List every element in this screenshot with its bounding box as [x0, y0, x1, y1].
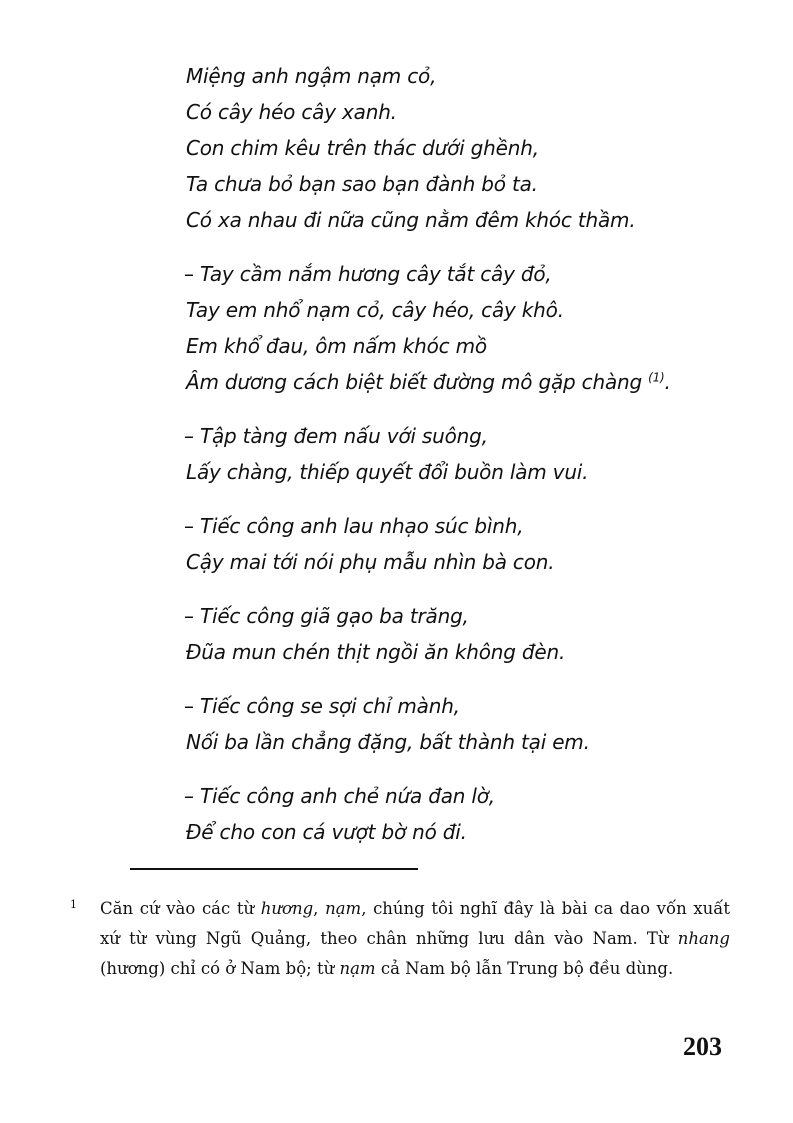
poem-line: – Tiếc công anh chẻ nứa đan lờ, — [184, 784, 495, 808]
poem-line: Nối ba lần chẳng đặng, bất thành tại em. — [186, 730, 590, 754]
poem-line-text: Âm dương cách biệt biết đường mô gặp chàng — [186, 370, 642, 394]
footnote-text-part: (hương) chỉ có ở Nam bộ; từ — [100, 959, 340, 978]
poem-line: Con chim kêu trên thác dưới ghềnh, — [186, 136, 539, 160]
poem-line: – Tiếc công anh lau nhạo súc bình, — [184, 514, 524, 538]
poem — [186, 58, 746, 868]
footnote-text-part: cả Nam bộ lẫn Trung bộ đều dùng. — [375, 959, 674, 978]
stanza — [186, 256, 746, 400]
footnote-term: hương — [260, 899, 314, 918]
poem-line: Lấy chàng, thiếp quyết đổi buồn làm vui. — [186, 460, 589, 484]
footnote-separator — [130, 868, 418, 870]
footnote-term: nhang — [677, 929, 730, 948]
footnote-term: nạm — [339, 959, 376, 978]
stanza — [186, 508, 746, 580]
poem-line: Cậy mai tới nói phụ mẫu nhìn bà con. — [186, 550, 555, 574]
stanza — [186, 58, 746, 238]
footnote-text-part: , — [313, 899, 326, 918]
stanza — [186, 778, 746, 850]
poem-line: Để cho con cá vượt bờ nó đi. — [186, 820, 467, 844]
poem-line-with-footnote — [186, 364, 746, 400]
footnote-term: nạm — [325, 899, 362, 918]
poem-line: – Tập tàng đem nấu với suông, — [184, 424, 488, 448]
poem-line: – Tiếc công giã gạo ba trăng, — [184, 604, 469, 628]
page-number: 203 — [683, 1032, 722, 1061]
footnote-text — [100, 894, 730, 984]
line-end-punctuation: . — [664, 370, 671, 394]
footnote — [70, 894, 730, 984]
poem-line: Có xa nhau đi nữa cũng nằm đêm khóc thầm. — [186, 208, 636, 232]
footnote-reference: (1) — [648, 370, 665, 385]
footnote-marker: 1 — [70, 898, 77, 911]
poem-line: – Tiếc công se sợi chỉ mành, — [184, 694, 460, 718]
stanza — [186, 418, 746, 490]
poem-line: Ta chưa bỏ bạn sao bạn đành bỏ ta. — [186, 172, 538, 196]
poem-line: Tay em nhổ nạm cỏ, cây héo, cây khô. — [186, 298, 564, 322]
footnote-text-part: , chúng tôi nghĩ đây là bài ca dao vốn xuất xứ từ vùng Ngũ Quảng, theo chân những lưu dân vào Nam. Từ — [100, 899, 730, 948]
stanza — [186, 688, 746, 760]
poem-line: Em khổ đau, ôm nấm khóc mồ — [186, 334, 487, 358]
stanza — [186, 598, 746, 670]
poem-line: Đũa mun chén thịt ngồi ăn không đèn. — [186, 640, 566, 664]
poem-line: – Tay cầm nắm hương cây tắt cây đỏ, — [184, 262, 552, 286]
poem-line: Có cây héo cây xanh. — [186, 100, 397, 124]
poem-line: Miệng anh ngậm nạm cỏ, — [186, 64, 437, 88]
footnote-text-part: Căn cứ vào các từ — [100, 899, 261, 918]
